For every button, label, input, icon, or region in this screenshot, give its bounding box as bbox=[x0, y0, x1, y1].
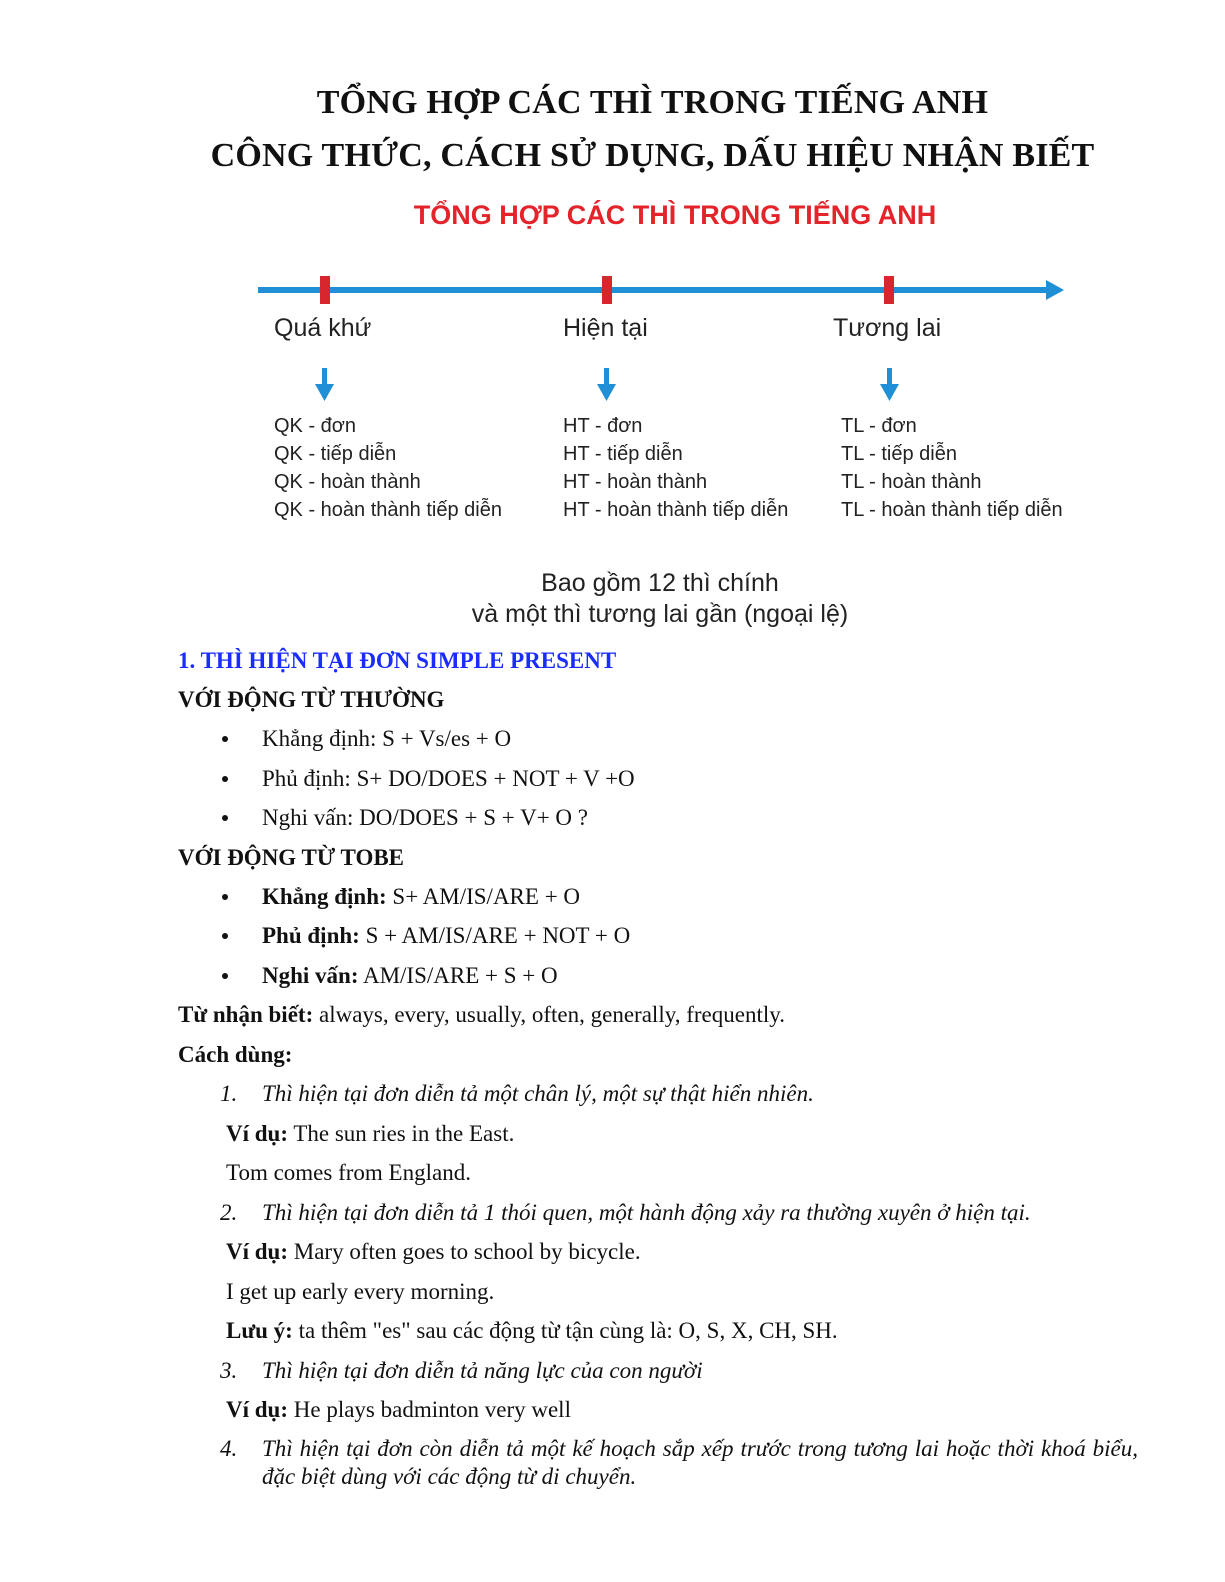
diagram-heading: TỔNG HỢP CÁC THÌ TRONG TIẾNG ANH bbox=[413, 200, 937, 230]
example bbox=[178, 1119, 1138, 1159]
bullet-icon bbox=[222, 973, 228, 979]
diagram-footer bbox=[250, 568, 1070, 630]
bullet-icon bbox=[222, 933, 228, 939]
usage-text: Thì hiện tại đơn diễn tả 1 thói quen, một hành động xảy ra thường xuyên ở hiện tại. bbox=[262, 1199, 1031, 1225]
list-item bbox=[178, 724, 1138, 764]
list-item: TL - tiếp diễn bbox=[841, 443, 957, 465]
note-text: ta thêm "es" sau các động từ tận cùng là: O, S, X, CH, SH. bbox=[292, 1318, 838, 1343]
bullet-icon bbox=[222, 894, 228, 900]
usage-number: 2. bbox=[220, 1199, 238, 1225]
list-item: TL - đơn bbox=[841, 415, 917, 437]
example: I get up early every morning. bbox=[226, 1278, 495, 1304]
usage-number: 3. bbox=[220, 1357, 238, 1383]
list-item: QK - đơn bbox=[274, 415, 357, 437]
down-arrow-icon-past bbox=[315, 368, 334, 401]
usage-number: 1. bbox=[220, 1081, 238, 1106]
signal-words-label: Từ nhận biết: bbox=[178, 1002, 314, 1027]
label-present: Hiện tại bbox=[563, 314, 648, 342]
usage-heading bbox=[178, 1040, 1138, 1080]
usage-item bbox=[178, 1198, 1138, 1238]
timeline-graphic bbox=[250, 198, 1090, 418]
usage-text: Thì hiện tại đơn diễn tả năng lực của con người bbox=[262, 1357, 703, 1383]
formula-text: Khẳng định: S + Vs/es + O bbox=[262, 726, 512, 751]
section-heading: 1. THÌ HIỆN TẠI ĐƠN SIMPLE PRESENT bbox=[178, 648, 617, 673]
list-item bbox=[178, 882, 1138, 922]
timeline-axis bbox=[258, 287, 1050, 293]
page-title-line-1: TỔNG HỢP CÁC THÌ TRONG TIẾNG ANH bbox=[316, 84, 989, 121]
list-item bbox=[178, 764, 1138, 804]
tobe-verb-formulas bbox=[178, 882, 1138, 1001]
regular-verb-formulas bbox=[178, 724, 1138, 843]
label-future: Tương lai bbox=[833, 314, 942, 342]
list-item bbox=[178, 921, 1138, 961]
past-tense-list bbox=[274, 412, 502, 524]
tobe-verb-heading: VỚI ĐỘNG TỪ TOBE bbox=[178, 844, 405, 870]
down-arrow-icon-present bbox=[597, 368, 616, 401]
present-tense-list bbox=[563, 412, 788, 524]
marker-present bbox=[602, 276, 612, 304]
formula-text: S + AM/IS/ARE + NOT + O bbox=[359, 923, 631, 948]
example-text: Mary often goes to school by bicycle. bbox=[288, 1239, 641, 1264]
usage-text: Thì hiện tại đơn diễn tả một chân lý, một sự thật hiển nhiên. bbox=[262, 1081, 814, 1106]
formula-text: Phủ định: S+ DO/DOES + NOT + V +O bbox=[262, 765, 635, 791]
future-tense-list bbox=[841, 412, 1063, 524]
signal-words bbox=[178, 1000, 1138, 1040]
formula-text: S+ AM/IS/ARE + O bbox=[386, 883, 581, 909]
example-label: Ví dụ: bbox=[226, 1239, 288, 1264]
usage-item bbox=[178, 1079, 1138, 1119]
usage-item bbox=[178, 1435, 1138, 1491]
usage-text: Thì hiện tại đơn còn diễn tả một kế hoạch sắp xếp trước trong tương lai hoặc thời khoá biểu, đặc biệt dùng với các động từ di chuyển. bbox=[262, 1435, 1138, 1489]
note bbox=[178, 1316, 1138, 1356]
marker-future bbox=[884, 276, 894, 304]
regular-verb-heading: VỚI ĐỘNG TỪ THƯỜNG bbox=[178, 687, 445, 712]
list-item: HT - đơn bbox=[563, 415, 643, 437]
list-item: QK - tiếp diễn bbox=[274, 443, 397, 465]
list-item: HT - hoàn thành tiếp diễn bbox=[563, 499, 789, 521]
example-label: Ví dụ: bbox=[226, 1397, 288, 1422]
timeline-arrowhead-icon bbox=[1046, 280, 1064, 300]
list-item bbox=[178, 803, 1138, 843]
formula-label: Khẳng định: bbox=[262, 883, 387, 909]
signal-words-text: always, every, usually, often, generally, frequently. bbox=[313, 1002, 785, 1027]
example-label: Ví dụ: bbox=[226, 1120, 288, 1146]
example: Tom comes from England. bbox=[226, 1160, 471, 1185]
marker-past bbox=[320, 276, 330, 304]
list-item: HT - hoàn thành bbox=[563, 471, 708, 493]
label-past: Quá khứ bbox=[274, 314, 372, 342]
bullet-icon bbox=[222, 776, 228, 782]
example-text: He plays badminton very well bbox=[288, 1397, 571, 1422]
formula-label: Nghi vấn: bbox=[262, 962, 359, 988]
note-label: Lưu ý: bbox=[226, 1318, 293, 1343]
list-item: TL - hoàn thành tiếp diễn bbox=[841, 499, 1063, 521]
page-title-line-2: CÔNG THỨC, CÁCH SỬ DỤNG, DẤU HIỆU NHẬN BIẾT bbox=[210, 137, 1095, 174]
formula-label: Phủ định: bbox=[262, 923, 360, 948]
usage-item bbox=[178, 1356, 1138, 1396]
bullet-icon bbox=[222, 815, 228, 821]
tense-timeline-diagram bbox=[250, 198, 1090, 638]
formula-text: AM/IS/ARE + S + O bbox=[358, 962, 558, 988]
list-item: QK - hoàn thành tiếp diễn bbox=[274, 499, 502, 521]
list-item bbox=[178, 961, 1138, 1001]
down-arrow-icon-future bbox=[880, 368, 899, 401]
example-text: The sun ries in the East. bbox=[288, 1120, 515, 1146]
formula-text: Nghi vấn: DO/DOES + S + V+ O ? bbox=[262, 805, 588, 830]
example bbox=[178, 1237, 1138, 1277]
usage-label: Cách dùng: bbox=[178, 1041, 293, 1067]
example bbox=[178, 1395, 1138, 1435]
diagram-footer-line-1: Bao gồm 12 thì chính bbox=[541, 569, 779, 597]
list-item: QK - hoàn thành bbox=[274, 471, 421, 493]
list-item: TL - hoàn thành bbox=[841, 471, 982, 493]
list-item: HT - tiếp diễn bbox=[563, 443, 683, 465]
usage-number: 4. bbox=[220, 1435, 238, 1461]
bullet-icon bbox=[222, 736, 228, 742]
diagram-footer-line-2: và một thì tương lai gần (ngoại lệ) bbox=[471, 600, 849, 628]
section-simple-present bbox=[178, 646, 1138, 1491]
